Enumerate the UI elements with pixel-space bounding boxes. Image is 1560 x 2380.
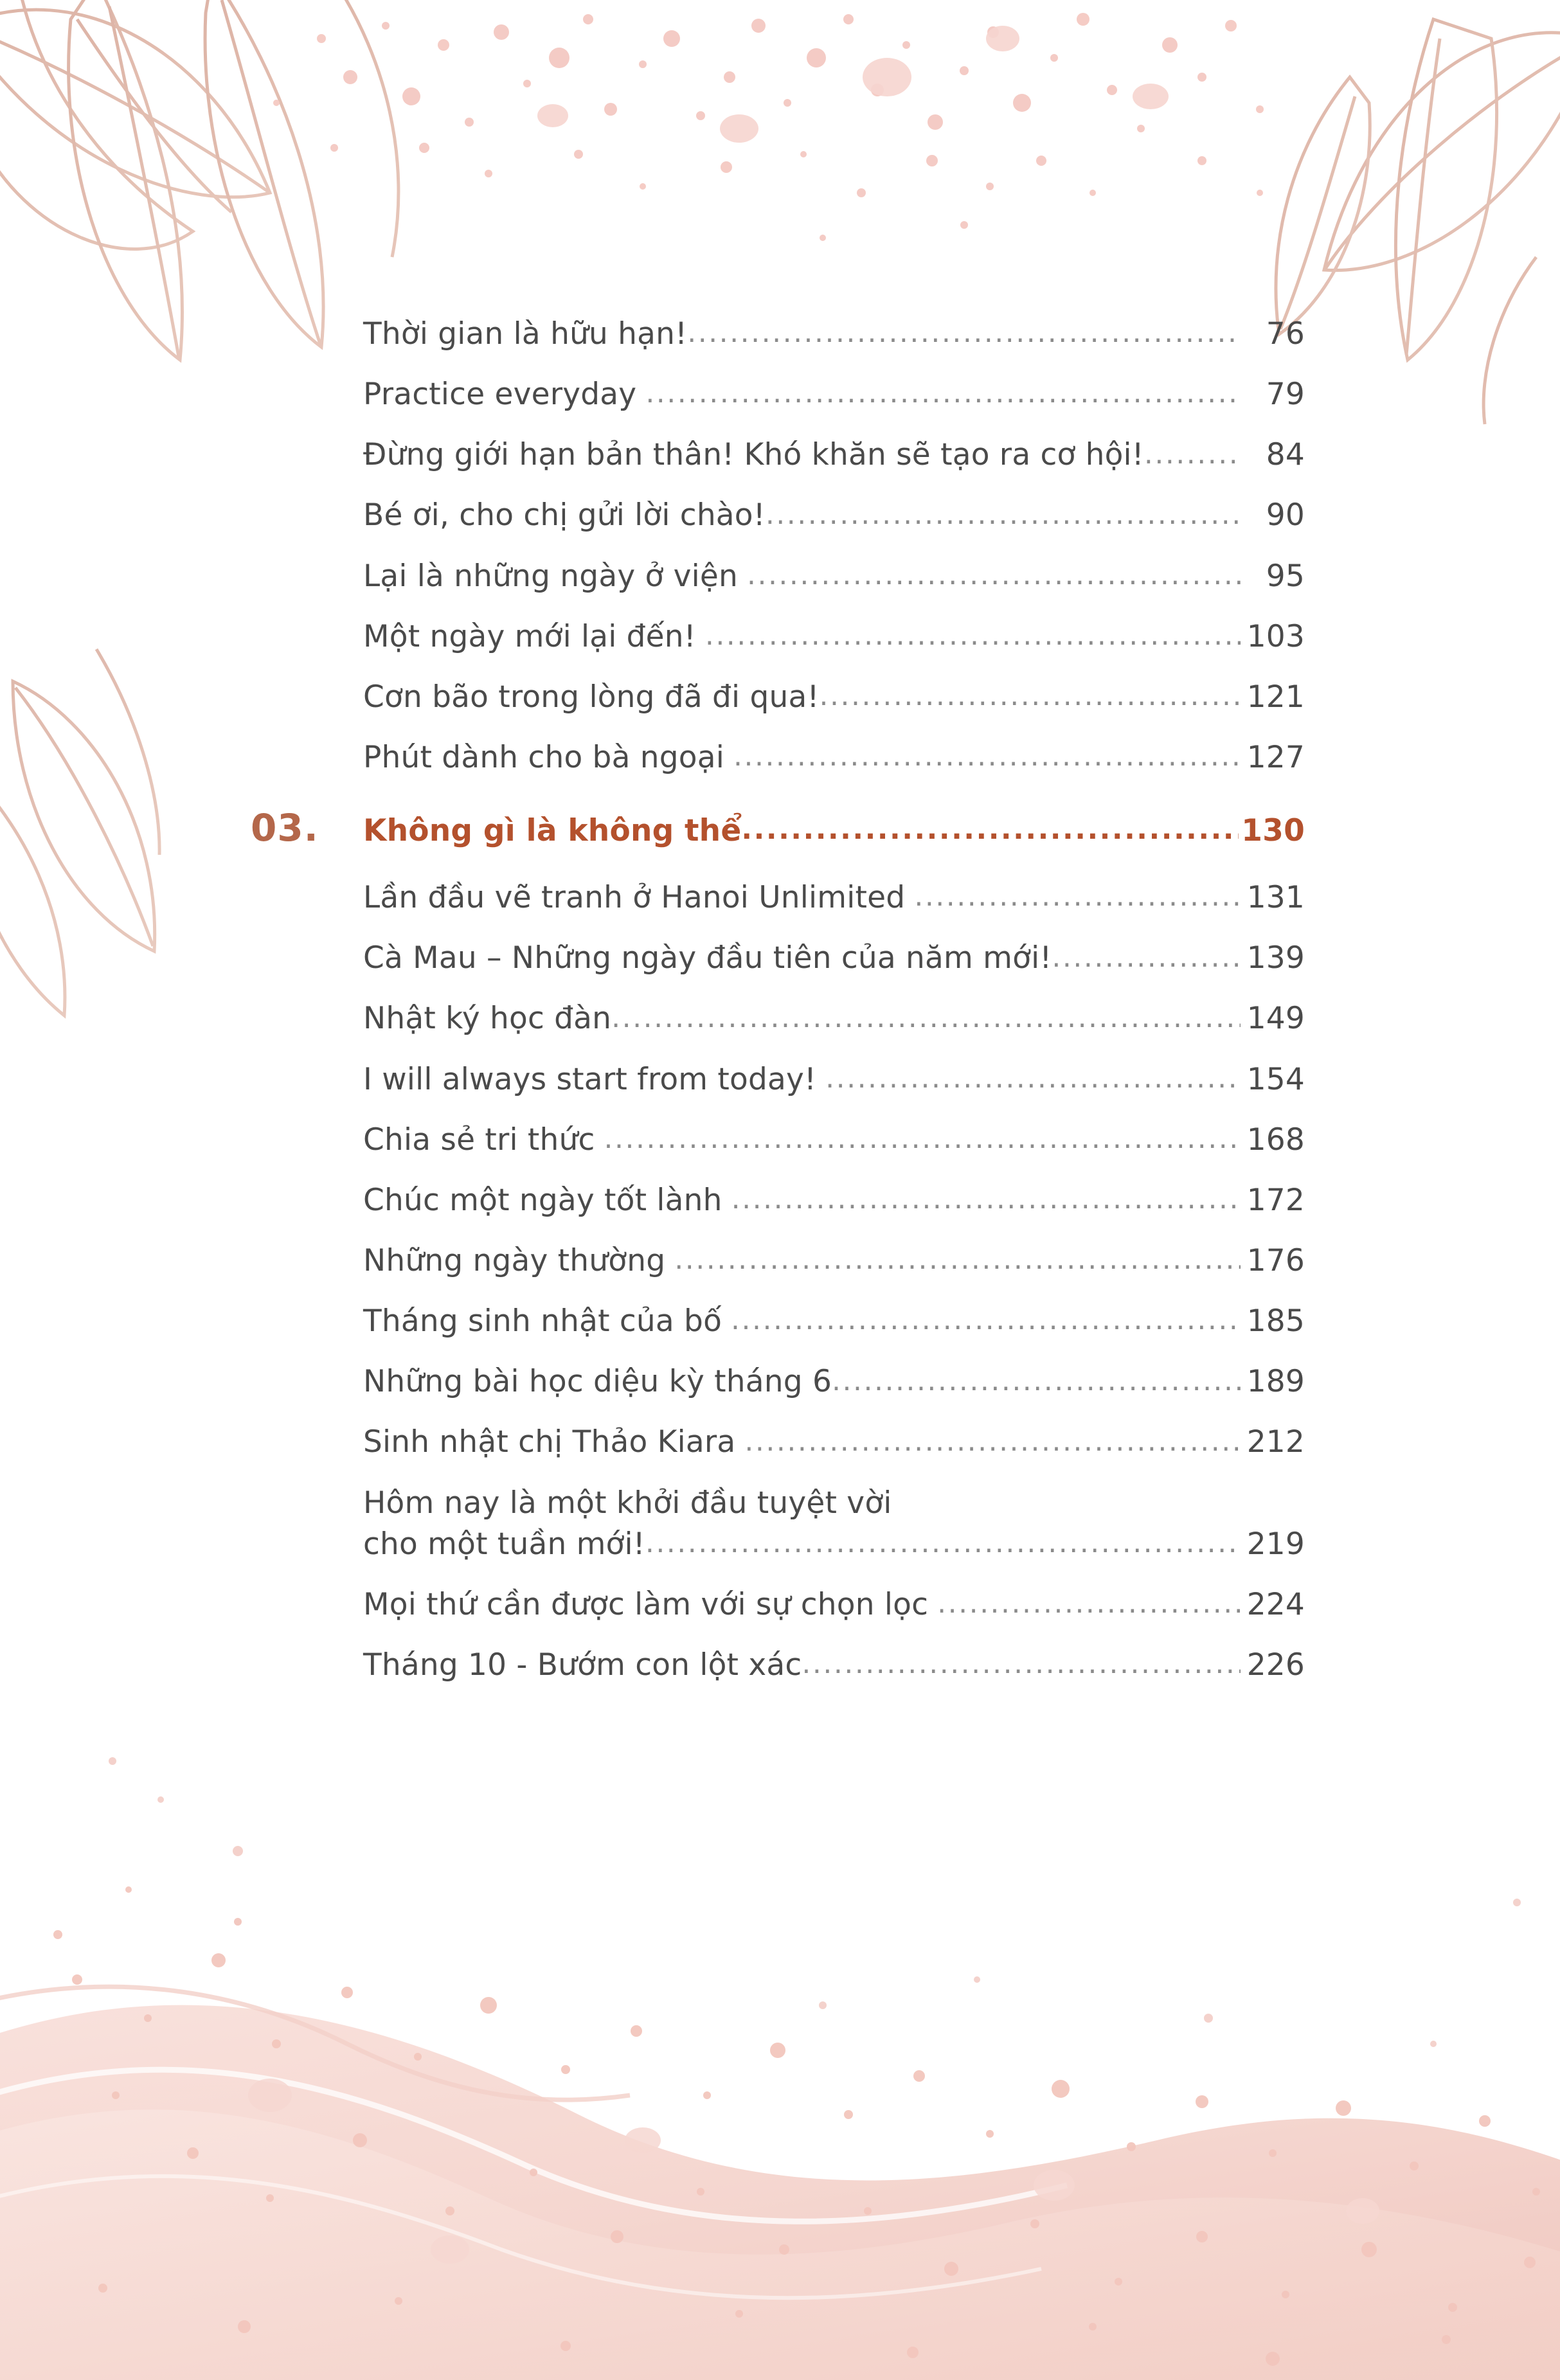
toc-entry[interactable] (251, 879, 1305, 917)
toc-leader-dots (687, 323, 1241, 353)
toc-leader-dots (1052, 947, 1241, 978)
toc-entry-title: cho một tuần mới! (363, 1526, 645, 1562)
toc-entry-page: 90 (1266, 497, 1305, 533)
toc-entry-page: 95 (1266, 558, 1305, 594)
toc-entry-number (251, 1158, 363, 1159)
toc-entry-number (251, 534, 363, 535)
toc-entry-title: Bé ơi, cho chị gửi lời chào! (363, 497, 766, 533)
toc-entry-title: Tháng sinh nhật của bố (363, 1303, 722, 1339)
toc-leader-dots (645, 1534, 1241, 1564)
toc-entry-page: 79 (1266, 377, 1305, 413)
speckles-mid (109, 1757, 1521, 2047)
toc-leader-dots (825, 1069, 1241, 1099)
toc-entry[interactable] (251, 557, 1305, 596)
toc-chapter-entry[interactable] (251, 808, 1305, 850)
toc-entry[interactable] (251, 1060, 1305, 1099)
toc-entry-body (363, 1363, 1305, 1401)
toc-entry-page: 103 (1246, 618, 1305, 654)
toc-entry-body (363, 999, 1305, 1038)
toc-leader-dots (914, 887, 1241, 917)
toc-entry-body (363, 436, 1305, 474)
toc-entry-page: 176 (1246, 1242, 1305, 1278)
toc-entry[interactable] (251, 1586, 1305, 1624)
toc-entry[interactable] (251, 999, 1305, 1038)
speckles-bottom (53, 1886, 1540, 2366)
toc-entry[interactable] (251, 738, 1305, 777)
toc-leader-dots (731, 1311, 1241, 1341)
toc-entry-title: Cơn bão trong lòng đã đi qua! (363, 679, 820, 715)
toc-entry[interactable] (251, 1302, 1305, 1341)
toc-entry-body (363, 1646, 1305, 1685)
toc-entry-number (251, 1279, 363, 1280)
toc-chapter-title: Không gì là không thể (363, 812, 742, 848)
toc-entry-body (363, 375, 1305, 414)
toc-entry[interactable] (251, 496, 1305, 535)
toc-entry-page: 185 (1246, 1303, 1305, 1339)
toc-entry-number (251, 1623, 363, 1624)
toc-entry-number (251, 473, 363, 474)
toc-entry-number (251, 1484, 363, 1485)
toc-entry-body (363, 738, 1305, 777)
toc-entry-page: 76 (1266, 316, 1305, 352)
toc-entry-number (251, 976, 363, 978)
toc-entry-page: 189 (1246, 1364, 1305, 1400)
toc-entry-body (363, 879, 1305, 917)
toc-entry-title: Một ngày mới lại đến! (363, 618, 696, 654)
toc-leader-dots (731, 1190, 1241, 1220)
toc-leader-dots (674, 1250, 1241, 1280)
toc-leader-dots (832, 1371, 1241, 1401)
toc-entry-body (363, 1586, 1305, 1624)
speckles-top (273, 13, 1264, 241)
toc-entry-page: 121 (1246, 679, 1305, 715)
toc-entry[interactable] (251, 1242, 1305, 1280)
bottom-wash (0, 1987, 1560, 2380)
toc-entry-number (251, 413, 363, 414)
toc-entry-page: 127 (1246, 740, 1305, 776)
toc-entry[interactable] (251, 939, 1305, 978)
toc-leader-dots (766, 505, 1241, 535)
toc-entry-page: 219 (1246, 1526, 1305, 1562)
toc-entry-page: 154 (1246, 1061, 1305, 1097)
toc-entry-number (251, 1461, 363, 1462)
toc-entry-number (251, 916, 363, 917)
toc-leader-dots (741, 820, 1239, 850)
toc-leader-dots (820, 686, 1241, 717)
toc-entry-page: 139 (1246, 940, 1305, 976)
toc-entry-title: Lần đầu vẽ tranh ở Hanoi Unlimited (363, 880, 906, 916)
toc-entry-page: 131 (1246, 880, 1305, 916)
toc-entry-number (251, 1400, 363, 1401)
toc-entry-number (251, 1339, 363, 1341)
toc-entry-number (251, 776, 363, 777)
toc-entry-page: 226 (1246, 1647, 1305, 1683)
toc-entry-body (363, 1302, 1305, 1341)
toc-leader-dots (733, 747, 1241, 777)
toc-entry-page: 84 (1266, 437, 1305, 473)
toc-chapter-number: 03. (251, 806, 319, 850)
toc-entry-title: Những ngày thường (363, 1242, 666, 1278)
toc-entry-title: Phút dành cho bà ngoại (363, 740, 724, 776)
toc-entry-page: 172 (1246, 1182, 1305, 1218)
toc-entry-title: Tháng 10 - Bướm con lột xác (363, 1647, 802, 1683)
toc-entry-page: 149 (1246, 1001, 1305, 1037)
toc-entry-title: Chia sẻ tri thức (363, 1122, 595, 1158)
toc-leader-dots (705, 626, 1241, 656)
toc-entry[interactable] (251, 1484, 1305, 1564)
toc-entry-number (251, 715, 363, 717)
toc-entry-title: Chúc một ngày tốt lành (363, 1182, 722, 1218)
table-of-contents (251, 315, 1305, 1706)
toc-entry[interactable] (251, 1646, 1305, 1685)
toc-entry-title: Thời gian là hữu hạn! (363, 316, 688, 352)
toc-entry-body (363, 1242, 1305, 1280)
toc-entry-body (363, 939, 1305, 978)
toc-entry[interactable] (251, 1181, 1305, 1220)
toc-entry-title: Đừng giới hạn bản thân! Khó khăn sẽ tạo ra cơ hội! (363, 437, 1144, 473)
toc-entry-number (251, 655, 363, 656)
toc-leader-dots (744, 1432, 1241, 1462)
toc-entry-page: 212 (1246, 1424, 1305, 1460)
toc-entry-body (363, 557, 1305, 596)
toc-entry-number (251, 352, 363, 353)
toc-entry-body (363, 618, 1305, 656)
toc-entry-title: Practice everyday (363, 377, 637, 413)
toc-entry-body (363, 1484, 1305, 1564)
toc-entry-number (251, 595, 363, 596)
toc-entry-number (251, 1037, 363, 1039)
toc-entry-body (363, 1121, 1305, 1159)
toc-entry[interactable] (251, 618, 1305, 656)
toc-entry-body (363, 1181, 1305, 1220)
toc-entry[interactable] (251, 1363, 1305, 1401)
toc-entry[interactable] (251, 315, 1305, 353)
toc-leader-dots (645, 384, 1241, 414)
toc-leader-dots (802, 1654, 1241, 1685)
toc-entry-title: Lại là những ngày ở viện (363, 558, 738, 594)
toc-entry-page: 168 (1246, 1122, 1305, 1158)
toc-entry-title: Mọi thứ cần được làm với sự chọn lọc (363, 1586, 929, 1622)
toc-entry[interactable] (251, 1423, 1305, 1462)
toc-entry-title: I will always start from today! (363, 1061, 817, 1097)
toc-entry-number (251, 1098, 363, 1099)
toc-entry-page: 224 (1246, 1586, 1305, 1622)
toc-entry-title: Những bài học diệu kỳ tháng 6 (363, 1364, 832, 1400)
toc-entry-title-line2-row (363, 1525, 1305, 1564)
toc-entry-title-line1: Hôm nay là một khởi đầu tuyệt vời (363, 1485, 892, 1521)
toc-entry-body (363, 1060, 1305, 1099)
toc-entry-body (363, 812, 1305, 850)
toc-entry-title: Cà Mau – Những ngày đầu tiên của năm mới! (363, 940, 1052, 976)
toc-entry[interactable] (251, 678, 1305, 717)
toc-leader-dots (937, 1594, 1241, 1624)
toc-leader-dots (604, 1129, 1241, 1159)
toc-entry-body (363, 1423, 1305, 1462)
toc-entry-number (251, 1683, 363, 1685)
toc-entry-body (363, 678, 1305, 717)
toc-entry[interactable] (251, 1121, 1305, 1159)
toc-entry-title: Sinh nhật chị Thảo Kiara (363, 1424, 736, 1460)
toc-entry-number (251, 1219, 363, 1220)
toc-chapter-page: 130 (1241, 812, 1305, 848)
toc-entry-body (363, 496, 1305, 535)
toc-entry-title: Nhật ký học đàn (363, 1001, 612, 1037)
toc-entry-body (363, 315, 1305, 353)
toc-leader-dots (611, 1008, 1241, 1039)
toc-leader-dots (747, 566, 1241, 596)
toc-leader-dots (1144, 444, 1241, 474)
toc-entry[interactable] (251, 375, 1305, 414)
toc-entry[interactable] (251, 436, 1305, 474)
